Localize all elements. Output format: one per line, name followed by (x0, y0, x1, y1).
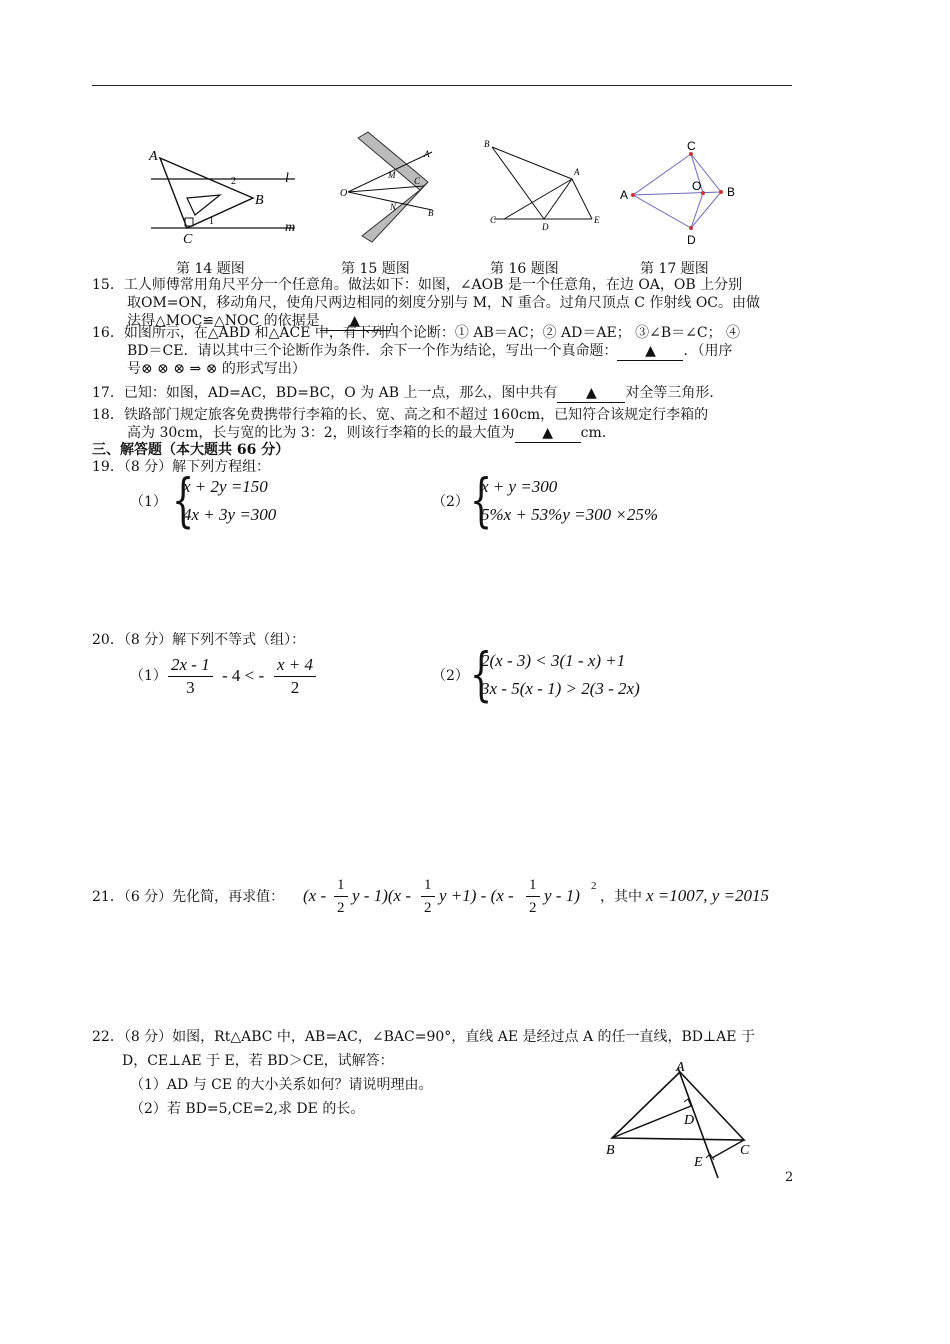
fig22-label-D: D (684, 1113, 695, 1128)
q19-part1-eq1: x + 2y =150 (183, 477, 268, 496)
q21-expr-c: y +1) - (x - (439, 886, 514, 905)
fig15-label-C: C (414, 176, 421, 186)
fig16-label-B: B (484, 139, 490, 149)
q21-values: x =1007, y =2015 (646, 886, 770, 905)
q21-half1-den: 2 (337, 900, 345, 916)
fig17-label-A: A (620, 188, 629, 202)
fig14-inner-triangle (187, 195, 220, 215)
fig14-label-m: m (285, 220, 296, 235)
fig17-label-D: D (687, 233, 696, 247)
fig17-AB (633, 192, 721, 195)
fig15-label-A: A (424, 149, 430, 159)
q16-blank-marker: ▲ (645, 343, 656, 359)
fig16-caption: 第 16 题图 (490, 261, 559, 277)
fig22-label-C: C (740, 1143, 750, 1158)
q16-line3: 号⊗ ⊗ ⊗ ⇒ ⊗ 的形式写出） (127, 361, 306, 377)
fig17-label-B: B (727, 185, 736, 199)
q22-line1: 22．（8 分）如图，Rt△ABC 中，AB=AC，∠BAC=90°，直线 AE 是经过点 A 的任一直线，BD⊥AE 于 (92, 1029, 755, 1045)
fig16-label-E: E (594, 215, 600, 225)
q20-frac2 (274, 654, 316, 699)
fig16-AE (572, 179, 592, 219)
fig17-label-O: O (692, 179, 702, 193)
fig15-label-N: N (390, 202, 397, 212)
fig17-OD (691, 193, 703, 228)
fig15-label-M: M (388, 170, 396, 180)
q21-expr-a: (x - (303, 886, 327, 905)
q18-line2-text: 高为 30cm，长与宽的比为 3：2，则该行李箱的长的最大值为 (127, 425, 515, 441)
page-number: 2 (785, 1170, 794, 1185)
q15-line3-end: ． (389, 313, 404, 329)
q17-blank-marker: ▲ (586, 385, 597, 401)
q15-line3-text: 法得△MOC≌△NOC 的依据是 (127, 313, 320, 329)
q21-expr-b: y - 1)(x - (352, 886, 411, 905)
q18-line1: 18．铁路部门规定旅客免费携带行李箱的长、宽、高之和不超过 160cm，已知符合该规定行李箱的 (92, 407, 709, 423)
fig16-label-C: C (490, 215, 497, 225)
q18-line2-end: cm. (580, 425, 607, 441)
fig17-point-O (701, 191, 705, 195)
fig22-label-B: B (606, 1143, 615, 1158)
q20-mid: - 4 < - (222, 666, 265, 685)
q20-frac1-num: 2x - 1 (168, 654, 213, 677)
fig16-AD (544, 179, 572, 219)
fig16-label-D: D (542, 222, 549, 232)
q15-line1: 15．工人师傅常用角尺平分一个任意角。做法如下：如图，∠AOB 是一个任意角，在边 OA，OB 上分别 (92, 277, 743, 293)
q19-part2-label: （2） (432, 494, 469, 510)
fig15-caption: 第 15 题图 (341, 261, 410, 277)
q19-part1-label: （1） (130, 494, 167, 510)
q19-part2-brace: { (470, 466, 493, 534)
q17-text-end: 对全等三角形． (625, 385, 724, 401)
q20-frac2-num: x + 4 (274, 654, 316, 677)
figure-17 (615, 140, 745, 250)
fig17-label-C: C (687, 140, 696, 153)
q20-frac1 (168, 654, 213, 699)
q16-line2 (127, 342, 732, 361)
fig17-point-B (719, 190, 723, 194)
q20-title: 20．（8 分）解下列不等式（组）： (92, 632, 306, 648)
q21-exponent: 2 (591, 880, 597, 892)
q21-expr-d: y - 1) (544, 886, 580, 905)
fig16-AC (504, 179, 572, 219)
q20-frac1-den: 3 (186, 678, 195, 697)
fig14-caption: 第 14 题图 (176, 261, 245, 277)
q19-part2-eq1: x + y =300 (481, 477, 558, 496)
fig17-caption: 第 17 题图 (640, 261, 709, 277)
fig22-BD (612, 1106, 691, 1138)
q21-half1 (334, 874, 348, 919)
q16-line2-end: ．（用序 (683, 343, 733, 359)
fig17-point-A (631, 193, 635, 197)
q21-half2-den: 2 (424, 900, 432, 916)
q19-title: 19．（8 分）解下列方程组： (92, 459, 271, 475)
fig14-label-2: 2 (231, 176, 236, 187)
fig22-label-E: E (694, 1155, 703, 1170)
q20-part1-label: （1） (130, 668, 167, 684)
fig15-label-B: B (428, 208, 434, 218)
q21-suffix: ，其中 (600, 889, 642, 905)
q17-line (92, 384, 723, 403)
fig14-label-C: C (183, 232, 193, 247)
q20-part2-label: （2） (432, 668, 469, 684)
section3-title: 三、解答题（本大题共 66 分） (92, 442, 290, 458)
q19-part1-brace: { (172, 466, 195, 534)
fig16-label-A: A (574, 167, 580, 177)
q17-text: 17．已知：如图，AD=AC，BD=BC，O 为 AB 上一点，那么，图中共有 (92, 385, 558, 401)
q20-frac2-den: 2 (290, 678, 300, 697)
figure-16 (482, 135, 612, 235)
fig22-label-A: A (676, 1060, 685, 1075)
figure-22 (600, 1060, 760, 1185)
q20-part2-eq1: 2(x - 3) < 3(1 - x) +1 (481, 651, 626, 670)
fig15-ruler-bottom (362, 182, 428, 242)
q15-blank-marker: ▲ (349, 313, 361, 329)
q21-half3 (526, 874, 540, 919)
q21-half1-num: 1 (334, 874, 348, 897)
fig17-quad (633, 154, 721, 228)
q18-blank-marker: ▲ (542, 425, 554, 441)
q19-part2-eq2: 5%x + 53%y =300 ×25% (481, 505, 658, 524)
q16-line2-text: BD＝CE．请以其中三个论断作为条件．余下一个作为结论，写出一个真命题： (127, 343, 618, 359)
q18-answer-blank[interactable] (515, 424, 581, 443)
q21-half3-num: 1 (526, 874, 540, 897)
q21-half3-den: 2 (529, 900, 537, 916)
q22-line2: D，CE⊥AE 于 E，若 BD＞CE，试解答： (122, 1053, 394, 1069)
q22-sub1: （1）AD 与 CE 的大小关系如何？请说明理由。 (130, 1077, 433, 1093)
figure-15 (340, 130, 450, 245)
q21-prefix: 21．（6 分）先化简，再求值： (92, 889, 285, 905)
q20-part2-eq2: 3x - 5(x - 1) > 2(3 - 2x) (481, 679, 640, 698)
fig14-triangle (160, 158, 253, 228)
q15-line2: 取OM=ON，移动角尺，使角尺两边相同的刻度分别与 M，N 重合。过角尺顶点 C 作射线 OC。由做 (127, 295, 761, 311)
q21-half2 (421, 874, 435, 919)
q16-answer-blank[interactable] (617, 342, 683, 361)
fig14-label-l: l (285, 171, 289, 186)
q16-line1: 16．如图所示，在△ABD 和△ACE 中，有下列四个论断：① AB＝AC；② AD＝AE； ③∠B＝∠C； ④ (92, 325, 741, 341)
header-rule (92, 85, 792, 86)
q21-half2-num: 1 (421, 874, 435, 897)
fig14-label-B: B (255, 193, 264, 208)
figure-14 (145, 140, 310, 250)
q22-sub2: （2）若 BD=5,CE=2,求 DE 的长。 (130, 1101, 365, 1117)
q19-part1-eq2: 4x + 3y =300 (183, 505, 277, 524)
fig17-point-D (689, 226, 693, 230)
q20-part2-brace: { (470, 640, 493, 708)
fig15-label-O: O (340, 188, 348, 199)
fig14-label-1: 1 (209, 216, 214, 227)
fig14-label-A: A (149, 149, 158, 164)
q17-answer-blank[interactable] (557, 384, 625, 403)
